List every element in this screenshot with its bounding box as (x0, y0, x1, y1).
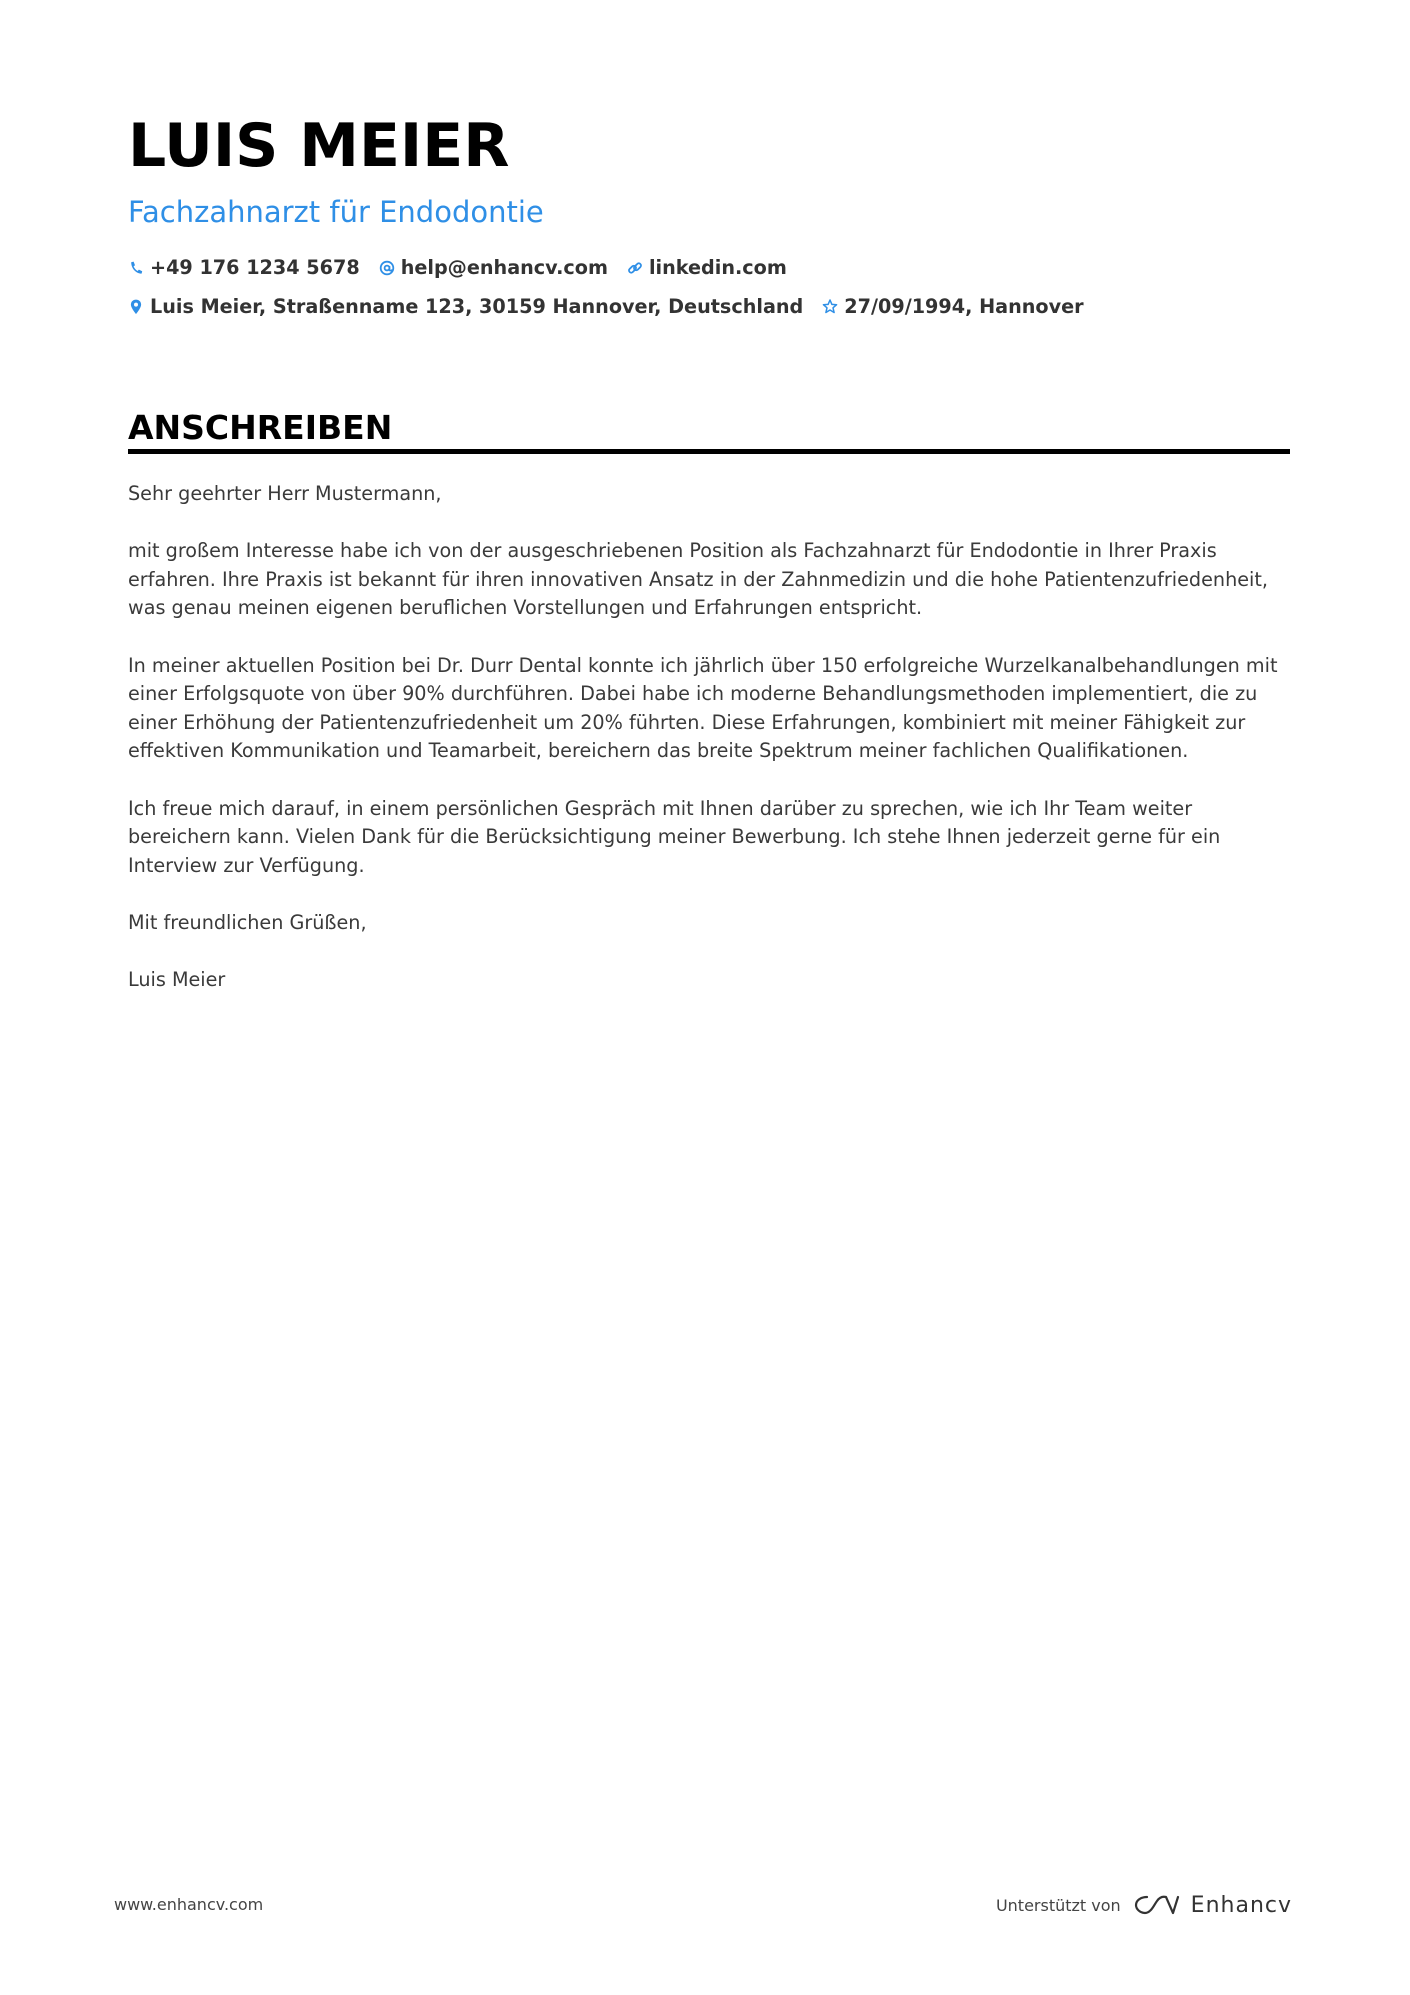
at-icon (379, 258, 395, 278)
contact-email (379, 252, 608, 284)
linkedin-link[interactable]: linkedin.com (648, 256, 787, 279)
star-icon (822, 297, 838, 317)
footer-url[interactable]: www.enhancv.com (114, 1895, 264, 1914)
enhancv-logo-icon (1133, 1892, 1181, 1918)
powered-by-label: Unterstützt von (995, 1895, 1121, 1915)
candidate-role: Fachzahnarzt für Endodontie (128, 195, 544, 229)
letter-paragraph: Ich freue mich darauf, in einem persönlichen Gespräch mit Ihnen darüber zu sprechen, wie ich Ihr Team weiter bereichern kann. Vielen Dank für die Berücksichtigung meiner Bewerbung. Ich stehe Ihnen jederzeit gerne für ein Interview zur Verfügung. (128, 796, 1221, 877)
letter-closing: Mit freundlichen Grüßen, (128, 910, 367, 934)
contact-link (627, 252, 787, 284)
contact-row-secondary (128, 291, 1103, 323)
letter-signature: Luis Meier (128, 968, 226, 992)
brand-name: Enhancv (1190, 1892, 1292, 1918)
letter-paragraph: In meiner aktuellen Position bei Dr. Durr Dental konnte ich jährlich über 150 erfolgreiche Wurzelkanalbehandlungen mit einer Erfolgsquote von über 90% durchführen. Dabei habe ich moderne Behandlungsmethoden implementiert, die zu einer Erhöhung der Patientenzufriedenheit um 20% führten. Diese Erfahrungen, kombiniert mit meiner Fähigkeit zur effektiven Kommunikation und Teamarbeit, bereichern das breite Spektrum meiner fachlichen Qualifikationen. (128, 653, 1278, 763)
section-title: ANSCHREIBEN (128, 408, 393, 447)
contact-row-primary (128, 252, 806, 284)
letter-paragraph: mit großem Interesse habe ich von der ausgeschriebenen Position als Fachzahnarzt für Endodontie in Ihrer Praxis erfahren. Ihre Praxis ist bekannt für ihren innovativen Ansatz in der Zahnmedizin und die hohe Patientenzufriedenheit, was genau meinen eigenen beruflichen Vorstellungen und Erfahrungen entspricht. (128, 539, 1268, 620)
contact-birth (822, 291, 1083, 323)
phone-number: +49 176 1234 5678 (150, 256, 360, 279)
phone-icon (128, 258, 144, 278)
link-icon (627, 258, 643, 278)
contact-phone (128, 252, 360, 284)
contact-address (128, 291, 803, 323)
email-address[interactable]: help@enhancv.com (400, 256, 608, 279)
section-divider (128, 449, 1290, 454)
candidate-name: LUIS MEIER (128, 111, 510, 181)
map-pin-icon (128, 297, 144, 317)
letter-salutation: Sehr geehrter Herr Mustermann, (128, 482, 442, 505)
footer-brand (996, 1888, 1292, 1922)
postal-address: Luis Meier, Straßenname 123, 30159 Hannover, Deutschland (150, 295, 804, 318)
birth-date-place: 27/09/1994, Hannover (844, 295, 1084, 318)
letter-body (128, 480, 1290, 1023)
